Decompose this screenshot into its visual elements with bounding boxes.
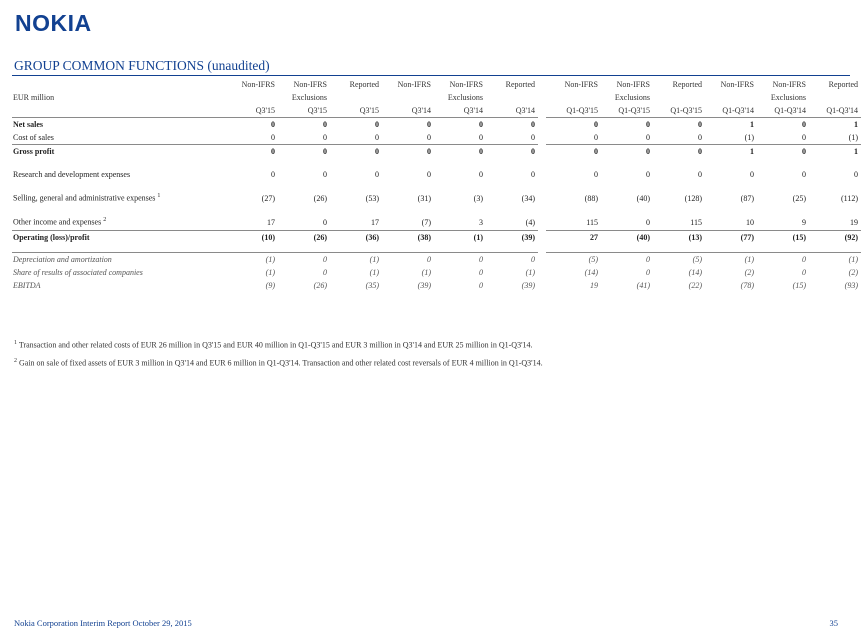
title-divider (12, 75, 850, 76)
value-cell: 0 (271, 169, 275, 179)
header-cell (226, 91, 278, 104)
value-cell: 0 (271, 133, 275, 142)
header-cell (382, 91, 434, 104)
row-label: Research and development expenses (13, 169, 131, 179)
value-cell: (38) (382, 231, 434, 245)
row-share-associated (12, 266, 861, 279)
value-cell: 1 (809, 118, 861, 132)
value-cell: (36) (330, 231, 382, 245)
value-cell: (1) (226, 253, 278, 267)
header-cell (546, 91, 601, 104)
value-cell: 3 (479, 217, 483, 227)
header-cell: Non-IFRS (241, 80, 275, 89)
value-cell: 0 (646, 268, 650, 277)
footnote-marker: 1 (14, 340, 17, 346)
value-cell: 0 (226, 118, 278, 132)
value-cell: 1 (705, 145, 757, 159)
value-cell: (1) (848, 133, 858, 142)
header-cell: Exclusions (614, 93, 650, 102)
header-cell (705, 91, 757, 104)
value-cell: (39) (486, 231, 538, 245)
value-cell: 0 (479, 169, 483, 179)
value-cell: (1) (525, 268, 535, 277)
value-cell: 0 (323, 217, 327, 227)
value-cell: (128) (684, 193, 702, 203)
value-cell: (14) (688, 268, 702, 277)
value-cell: (4) (525, 217, 535, 227)
header-cell: Q1-Q3'15 (618, 106, 650, 115)
value-cell: (1) (434, 231, 486, 245)
value-cell: 0 (802, 133, 806, 142)
value-cell: (10) (226, 231, 278, 245)
value-cell: 27 (546, 231, 601, 245)
value-cell: 115 (690, 217, 702, 227)
value-cell: 1 (809, 145, 861, 159)
value-cell: 0 (434, 118, 486, 132)
value-cell: 0 (646, 169, 650, 179)
header-cell: Q1-Q3'15 (566, 106, 598, 115)
row-label: Depreciation and amortization (12, 253, 226, 267)
value-cell: (15) (757, 231, 809, 245)
value-cell: 0 (757, 145, 809, 159)
value-cell: (2) (848, 268, 858, 277)
value-cell: 0 (486, 145, 538, 159)
value-cell: (92) (809, 231, 861, 245)
value-cell: 0 (330, 118, 382, 132)
value-cell: (26) (313, 281, 327, 290)
unit-label: EUR million (13, 93, 55, 102)
header-cell: Q1-Q3'14 (826, 106, 858, 115)
footnote-text: Transaction and other related costs of EUR 26 million in Q3'15 and EUR 40 million in Q1-Q3'15 and EUR 3 million in Q3'14 and EUR 25 million in Q1-Q3'14. (18, 340, 533, 350)
value-cell: (77) (705, 231, 757, 245)
value-cell: (40) (601, 231, 653, 245)
header-cell: Non-IFRS (449, 80, 483, 89)
header-cell: Q1-Q3'14 (722, 106, 754, 115)
row-label: Net sales (12, 118, 226, 132)
value-cell: (14) (584, 268, 598, 277)
row-label: Operating (loss)/profit (12, 231, 226, 245)
value-cell: (7) (421, 217, 431, 227)
header-cell: Exclusions (447, 93, 483, 102)
header-cell: Reported (505, 80, 535, 89)
financial-table (12, 78, 861, 292)
header-row-1 (12, 78, 861, 91)
header-cell: Q3'15 (255, 106, 275, 115)
value-cell: 17 (371, 217, 379, 227)
header-cell: Non-IFRS (564, 80, 598, 89)
value-cell: 0 (382, 118, 434, 132)
value-cell: 0 (375, 133, 379, 142)
value-cell: (1) (705, 253, 757, 267)
row-operating-profit (12, 231, 861, 245)
value-cell: 19 (590, 281, 598, 290)
value-cell: (34) (521, 193, 535, 203)
header-cell: Non-IFRS (616, 80, 650, 89)
value-cell: (35) (365, 281, 379, 290)
value-cell: 19 (850, 217, 858, 227)
value-cell: 0 (750, 169, 754, 179)
value-cell: 0 (546, 118, 601, 132)
header-cell: Q3'14 (411, 106, 431, 115)
value-cell: 0 (698, 133, 702, 142)
value-cell: 0 (698, 169, 702, 179)
value-cell: (5) (653, 253, 705, 267)
row-gross-profit (12, 145, 861, 159)
value-cell: 0 (427, 133, 431, 142)
header-row-2 (12, 91, 861, 104)
value-cell: (26) (313, 193, 327, 203)
header-cell: Q1-Q3'15 (670, 106, 702, 115)
value-cell: 0 (278, 145, 330, 159)
value-cell: 0 (802, 268, 806, 277)
page-number: 35 (829, 618, 838, 628)
row-cost-of-sales (12, 131, 861, 145)
value-cell: 0 (434, 145, 486, 159)
value-cell: 0 (594, 169, 598, 179)
value-cell: 9 (802, 217, 806, 227)
header-cell: Q3'14 (463, 106, 483, 115)
value-cell: 0 (601, 253, 653, 267)
value-cell: 0 (323, 133, 327, 142)
value-cell: (41) (636, 281, 650, 290)
value-cell: 17 (267, 217, 275, 227)
value-cell: 0 (226, 145, 278, 159)
value-cell: (1) (744, 133, 754, 142)
value-cell: 0 (382, 253, 434, 267)
footnote-1 (14, 340, 533, 350)
header-cell (486, 91, 538, 104)
header-cell: Exclusions (291, 93, 327, 102)
value-cell: (1) (421, 268, 431, 277)
value-cell: 0 (427, 169, 431, 179)
value-cell: (39) (417, 281, 431, 290)
value-cell: 0 (802, 169, 806, 179)
value-cell: (1) (369, 268, 379, 277)
header-cell (809, 91, 861, 104)
page-title: GROUP COMMON FUNCTIONS (unaudited) (14, 58, 270, 73)
value-cell: 10 (746, 217, 754, 227)
row-ebitda (12, 279, 861, 292)
value-cell: 0 (479, 281, 483, 290)
value-cell: (1) (809, 253, 861, 267)
header-cell: Non-IFRS (397, 80, 431, 89)
value-cell: 0 (486, 118, 538, 132)
value-cell: 0 (323, 169, 327, 179)
header-cell: Reported (349, 80, 379, 89)
footer-text: Nokia Corporation Interim Report October 29, 2015 (14, 618, 192, 628)
header-row-3 (12, 104, 861, 118)
header-cell: Q3'14 (515, 106, 535, 115)
value-cell: (5) (546, 253, 601, 267)
value-cell: 0 (531, 133, 535, 142)
footnote-2 (14, 358, 543, 368)
value-cell: (2) (744, 268, 754, 277)
footnote-marker: 2 (14, 358, 17, 364)
value-cell: 0 (278, 253, 330, 267)
value-cell: 0 (594, 133, 598, 142)
value-cell: 0 (382, 145, 434, 159)
value-cell: (1) (265, 268, 275, 277)
value-cell: (39) (521, 281, 535, 290)
value-cell: (26) (278, 231, 330, 245)
value-cell: 0 (653, 118, 705, 132)
value-cell: (31) (417, 193, 431, 203)
value-cell: (9) (265, 281, 275, 290)
value-cell: 0 (375, 169, 379, 179)
row-label: Other income and expenses $^2$ (13, 217, 107, 227)
header-cell: Q1-Q3'14 (774, 106, 806, 115)
value-cell: (3) (473, 193, 483, 203)
row-depreciation (12, 253, 861, 267)
header-cell: Reported (672, 80, 702, 89)
value-cell: 0 (854, 169, 858, 179)
row-label: Gross profit (12, 145, 226, 159)
value-cell: 0 (330, 145, 382, 159)
header-cell (653, 91, 705, 104)
value-cell: (25) (792, 193, 806, 203)
value-cell: (27) (261, 193, 275, 203)
row-net-sales (12, 118, 861, 132)
value-cell: (87) (740, 193, 754, 203)
value-cell: 0 (486, 253, 538, 267)
value-cell: 0 (757, 118, 809, 132)
value-cell: (112) (840, 193, 858, 203)
row-label: Cost of sales (13, 133, 54, 142)
header-label-cell (12, 78, 226, 91)
value-cell: (22) (688, 281, 702, 290)
value-cell: (88) (584, 193, 598, 203)
value-cell: (13) (653, 231, 705, 245)
row-label: EBITDA (13, 281, 41, 290)
value-cell: (78) (740, 281, 754, 290)
value-cell: 0 (479, 268, 483, 277)
row-rnd (12, 166, 861, 182)
value-cell: 0 (278, 118, 330, 132)
value-cell: 1 (705, 118, 757, 132)
value-cell: (93) (844, 281, 858, 290)
value-cell: 0 (479, 133, 483, 142)
value-cell: 0 (601, 118, 653, 132)
value-cell: 0 (646, 133, 650, 142)
header-cell: Exclusions (770, 93, 806, 102)
value-cell: 0 (757, 253, 809, 267)
row-label: Selling, general and administrative expenses $^1$ (13, 193, 161, 203)
nokia-logo: NOKIA (15, 10, 92, 36)
value-cell: 0 (323, 268, 327, 277)
header-cell: Non-IFRS (720, 80, 754, 89)
value-cell: (1) (330, 253, 382, 267)
header-cell: Q3'15 (307, 106, 327, 115)
value-cell: 115 (586, 217, 598, 227)
value-cell: (53) (365, 193, 379, 203)
value-cell: (40) (636, 193, 650, 203)
value-cell: 0 (646, 217, 650, 227)
value-cell: 0 (434, 253, 486, 267)
row-sga (12, 190, 861, 206)
value-cell: 0 (601, 145, 653, 159)
header-cell: Q3'15 (359, 106, 379, 115)
value-cell: 0 (546, 145, 601, 159)
header-cell: Non-IFRS (772, 80, 806, 89)
value-cell: (15) (792, 281, 806, 290)
header-cell: Non-IFRS (293, 80, 327, 89)
row-label: Share of results of associated companies (13, 268, 143, 277)
value-cell: 0 (531, 169, 535, 179)
row-other-income (12, 214, 861, 231)
header-cell (330, 91, 382, 104)
footnote-text: Gain on sale of fixed assets of EUR 3 million in Q3'14 and EUR 6 million in Q1-Q3'14. Transaction and other related cost reversals of EUR 4 million in Q1-Q3'14. (19, 358, 543, 368)
value-cell: 0 (653, 145, 705, 159)
header-cell: Reported (828, 80, 858, 89)
